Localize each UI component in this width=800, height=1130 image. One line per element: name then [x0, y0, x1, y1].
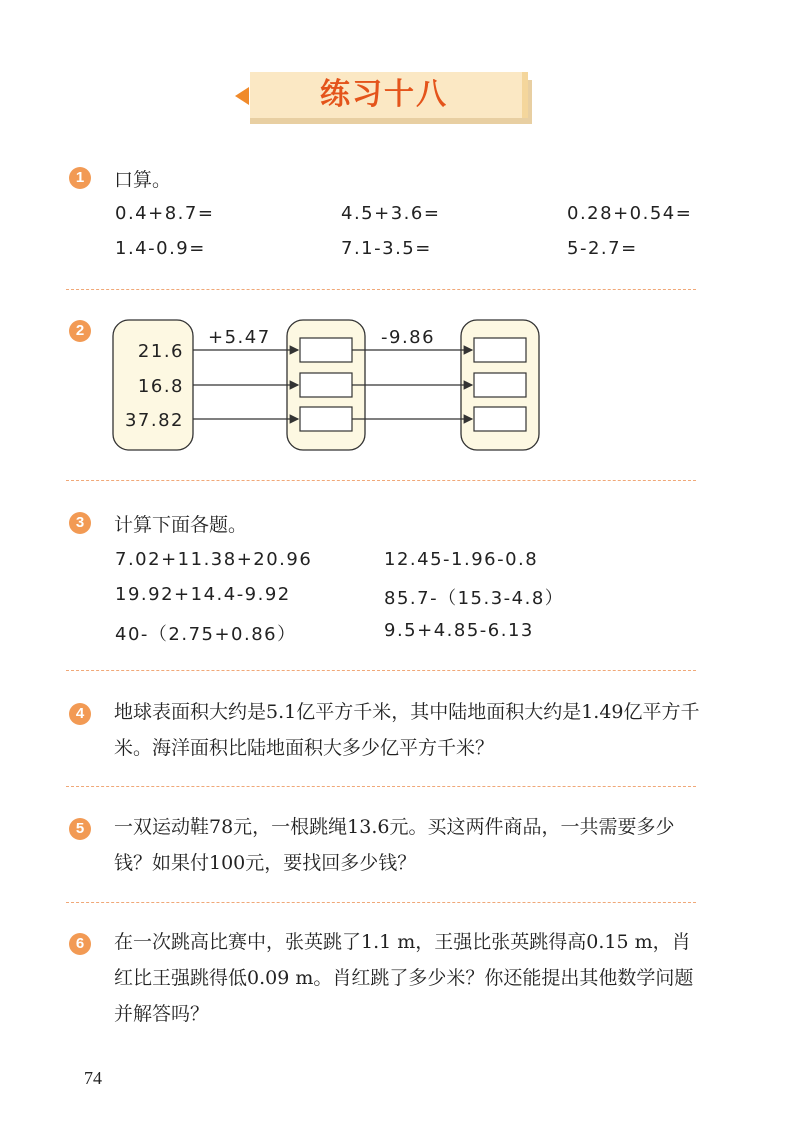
ex3-item: 85.7-（15.3-4.8） — [384, 588, 565, 609]
section-divider — [66, 670, 696, 671]
exercise-2-badge: 2 — [69, 320, 91, 342]
exercise-5-badge: 5 — [69, 818, 91, 840]
exercise-6-text: 在一次跳高比赛中，张英跳了1.1 m，王强比张英跳得高0.15 m，肖红比王强跳得低0.09 m。肖红跳了多少米？你还能提出其他数学问题并解答吗？ — [114, 931, 694, 1025]
exercise-4-text: 地球表面积大约是5.1亿平方千米，其中陆地面积大约是1.49亿平方千米。海洋面积比陆地面积大多少亿平方千米？ — [114, 701, 700, 759]
answer-box — [300, 338, 352, 362]
ex1-item: 4.5+3.6= — [341, 203, 441, 224]
exercise-1-instruction: 口算。 — [114, 169, 172, 191]
exercise-4-badge: 4 — [69, 703, 91, 725]
answer-box — [474, 338, 526, 362]
answer-box — [300, 407, 352, 431]
answer-box — [300, 373, 352, 397]
number-chain-diagram — [100, 312, 560, 457]
ex3-item: 40-（2.75+0.86） — [115, 624, 297, 645]
ex3-item: 12.45-1.96-0.8 — [384, 549, 539, 570]
ex1-item: 7.1-3.5= — [341, 238, 432, 259]
answer-box — [474, 373, 526, 397]
page-title: 练习十八 — [320, 77, 448, 112]
answer-box — [474, 407, 526, 431]
ex3-item: 9.5+4.85-6.13 — [384, 620, 534, 641]
ex1-item: 5-2.7= — [567, 238, 638, 259]
operation-label: -9.86 — [381, 327, 436, 348]
ex1-item: 1.4-0.9= — [115, 238, 206, 259]
section-divider — [66, 786, 696, 787]
exercise-3-instruction: 计算下面各题。 — [114, 514, 248, 536]
exercise-3-badge: 3 — [69, 512, 91, 534]
section-divider — [66, 480, 696, 481]
exercise-6-badge: 6 — [69, 933, 91, 955]
exercise-1-badge: 1 — [69, 167, 91, 189]
section-divider — [66, 902, 696, 903]
section-divider — [66, 289, 696, 290]
banner-arrow-icon — [235, 87, 249, 105]
input-value: 37.82 — [124, 410, 184, 431]
operation-label: +5.47 — [208, 327, 271, 348]
page-number: 74 — [84, 1068, 102, 1088]
input-value: 16.8 — [137, 376, 184, 397]
ex1-item: 0.4+8.7= — [115, 203, 215, 224]
ex1-item: 0.28+0.54= — [567, 203, 693, 224]
ex3-item: 19.92+14.4-9.92 — [115, 584, 291, 605]
exercise-5-text: 一双运动鞋78元，一根跳绳13.6元。买这两件商品，一共需要多少钱？如果付100元，要找回多少钱？ — [114, 816, 675, 874]
ex3-item: 7.02+11.38+20.96 — [115, 549, 313, 570]
input-value: 21.6 — [137, 341, 184, 362]
